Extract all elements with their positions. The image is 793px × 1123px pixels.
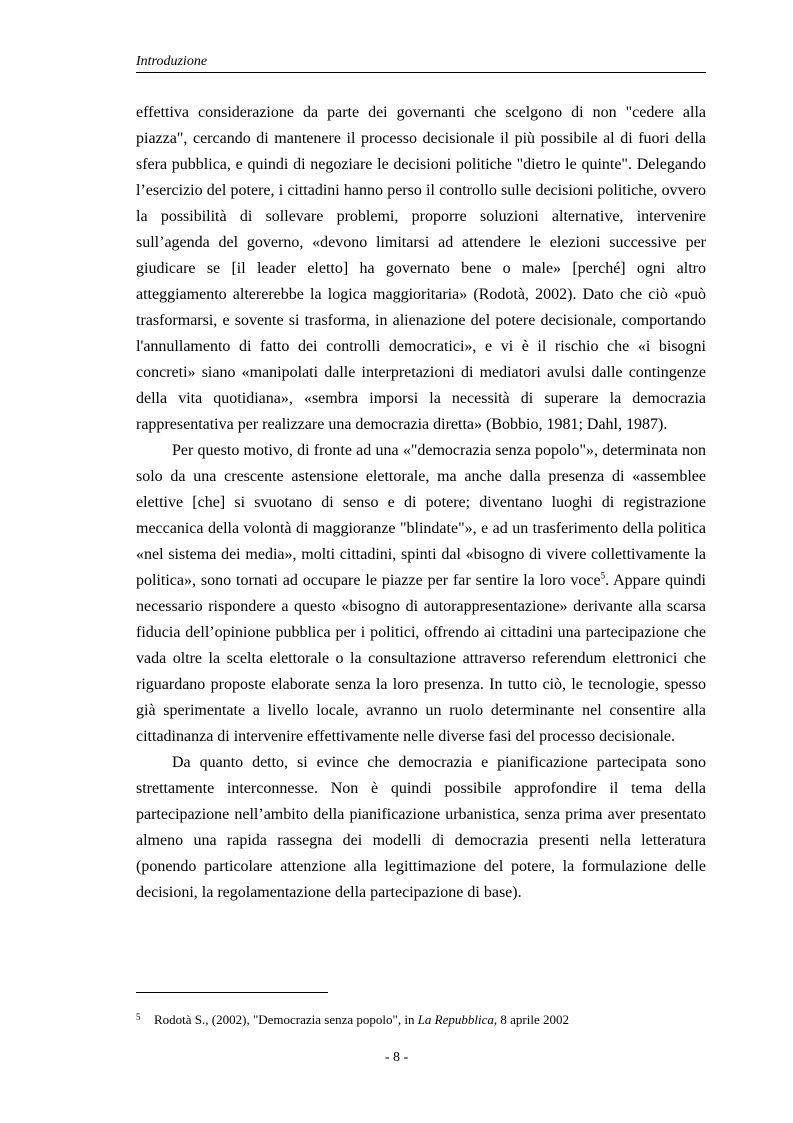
footnote-source: La Repubblica <box>417 1012 494 1027</box>
body-text <box>136 100 706 906</box>
footnote-separator <box>136 992 328 993</box>
footnote-reference[interactable]: 5 <box>600 570 606 581</box>
paragraph-text: Per questo motivo, di fronte ad una «"democrazia senza popolo"», determinata non solo da una crescente astensione elettorale, ma anche dalla presenza di «assemblee elettive [che] si svuotano di senso e di potere; diventano luoghi di registrazione meccanica della volontà di maggioranze "blindate"», e ad un trasferimento della politica «nel sistema dei media», molti cittadini, spinti dal «bisogno di vivere collettivamente la politica», sono tornati ad occupare le piazze per far sentire la loro voce <box>136 442 706 589</box>
paragraph <box>136 750 706 906</box>
running-header <box>136 52 706 73</box>
paragraph-text: effettiva considerazione da parte dei governanti che scelgono di non "cedere alla piazza", cercando di mantenere il processo decisionale il più possibile al di fuori della sfera pubblica, e quindi di negoziare le decisioni politiche "dietro le quinte". Delegando l’esercizio del potere, i cittadini hanno perso il controllo sulle decisioni politiche, ovvero la possibilità di sollevare problemi, proporre soluzioni alternative, intervenire sull’agenda del governo, «devono limitarsi ad attendere le elezioni successive per giudicare se [il leader eletto] ha governato bene o male» [perché] ogni altro atteggiamento altererebbe la logica maggioritaria» (Rodotà, 2002). Dato che ciò «può trasformarsi, e sovente si trasforma, in alienazione del potere decisionale, comportando l'annullamento di fatto dei controlli democratici», e vi è il rischio che «i bisogni concreti» siano «manipolati dalle interpretazioni di mediatori avulsi dalle contingenze della vita quotidiana», «sembra imporsi la necessità di superare la democrazia rappresentativa per realizzare una democrazia diretta» (Bobbio, 1981; Dahl, 1987). <box>136 104 706 433</box>
paragraph <box>136 438 706 750</box>
page-number: - 8 - <box>384 1050 409 1065</box>
paragraph-text: Da quanto detto, si evince che democrazia e pianificazione partecipata sono strettamente interconnesse. Non è quindi possibile approfondire il tema della partecipazione nell’ambito della pianificazione urbanistica, senza prima aver presentato almeno una rapida rassegna dei modelli di democrazia presenti nella letteratura (ponendo particolare attenzione alla legittimazione del potere, la formulazione delle decisioni, la regolamentazione della partecipazione di base). <box>136 754 706 901</box>
footnote-date: , 8 aprile 2002 <box>493 1012 569 1027</box>
paragraph-text: . Appare quindi necessario rispondere a questo «bisogno di autorappresentazione» derivante alla scarsa fiducia dell’opinione pubblica per i politici, offrendo ai cittadini una partecipazione che vada oltre la scelta elettorale o la consultazione attraverso referendum elettronici che riguardano proposte elaborate senza la loro presenza. In tutto ciò, le tecnologie, spesso già sperimentate a livello locale, avranno un ruolo determinante nel consentire alla cittadinanza di intervenire effettivamente nelle diverse fasi del processo decisionale. <box>136 572 707 745</box>
header-title: Introduzione <box>136 54 208 69</box>
paragraph <box>136 100 706 438</box>
footnote-number: 5 <box>136 1012 141 1022</box>
footnote <box>136 1012 706 1028</box>
footnote-text: Rodotà S., (2002), "Democrazia senza popolo", in <box>154 1012 418 1027</box>
